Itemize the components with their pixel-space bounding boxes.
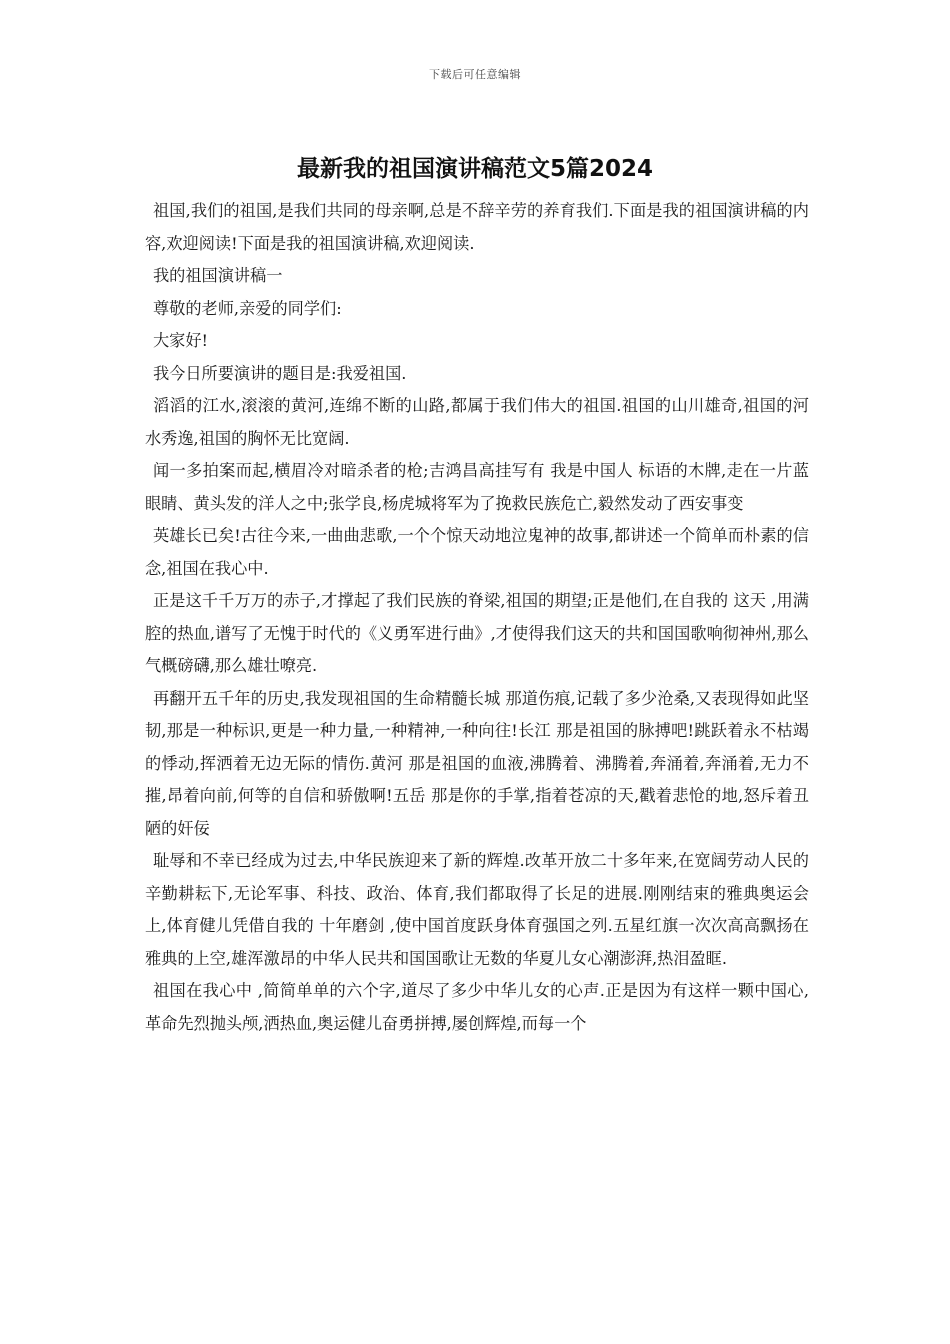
document-title: 最新我的祖国演讲稿范文5篇2024 — [296, 156, 654, 182]
paragraph: 正是这千千万万的赤子,才撑起了我们民族的脊梁,祖国的期望;正是他们,在自我的 这天 ,用满腔的热血,谱写了无愧于时代的《义勇军进行曲》,才使得我们这天的共和国国歌响彻神州,那么气概磅礴,那么雄壮嘹亮. — [145, 591, 809, 675]
paragraph: 再翻开五千年的历史,我发现祖国的生命精髓长城 那道伤痕,记载了多少沧桑,又表现得如此坚韧,那是一种标识,更是一种力量,一种精神,一种向往!长江 那是祖国的脉搏吧!跳跃着永不枯竭的悸动,挥洒着无边无际的情伤.黄河 那是祖国的血液,沸腾着、沸腾着,奔涌着,奔涌着,无力不摧,昂着向前,何等的自信和骄傲啊!五岳 那是你的手掌,指着苍凉的天,戳着悲怆的地,怒斥着丑陋的奸佞 — [145, 688, 809, 838]
paragraph: 耻辱和不幸已经成为过去,中华民族迎来了新的辉煌.改革开放二十多年来,在宽阔劳动人民的辛勤耕耘下,无论军事、科技、政治、体育,我们都取得了长足的进展.刚刚结束的雅典奥运会上,体育健儿凭借自我的 十年磨剑 ,使中国首度跃身体育强国之列.五星红旗一次次高高飘扬在雅典的上空,雄浑激昂的中华人民共和国国歌让无数的华夏儿女心潮澎湃,热泪盈眶. — [145, 851, 809, 968]
paragraph: 祖国,我们的祖国,是我们共同的母亲啊,总是不辞辛劳的养育我们.下面是我的祖国演讲稿的内容,欢迎阅读!下面是我的祖国演讲稿,欢迎阅读. — [145, 201, 809, 253]
paragraph: 我今日所要演讲的题目是:我爱祖国. — [153, 363, 407, 383]
document-body — [145, 195, 809, 1040]
paragraph: 我的祖国演讲稿一 — [153, 266, 283, 285]
paragraph: 尊敬的老师,亲爱的同学们: — [153, 298, 342, 318]
paragraph: 英雄长已矣!古往今来,一曲曲悲歌,一个个惊天动地泣鬼神的故事,都讲述一个简单而朴素的信念,祖国在我心中. — [145, 526, 809, 578]
header-note: 下载后可任意编辑 — [429, 68, 521, 81]
paragraph: 大家好! — [153, 331, 209, 350]
paragraph: 闻一多拍案而起,横眉冷对暗杀者的枪;吉鸿昌高挂写有 我是中国人 标语的木牌,走在一片蓝眼睛、黄头发的洋人之中;张学良,杨虎城将军为了挽救民族危亡,毅然发动了西安事变 — [145, 461, 809, 513]
paragraph: 滔滔的江水,滚滚的黄河,连绵不断的山路,都属于我们伟大的祖国.祖国的山川雄奇,祖国的河水秀逸,祖国的胸怀无比宽阔. — [145, 396, 809, 448]
paragraph: 祖国在我心中 ,简简单单的六个字,道尽了多少中华儿女的心声.正是因为有这样一颗中国心,革命先烈抛头颅,洒热血,奥运健儿奋勇拼搏,屡创辉煌,而每一个 — [145, 981, 809, 1033]
